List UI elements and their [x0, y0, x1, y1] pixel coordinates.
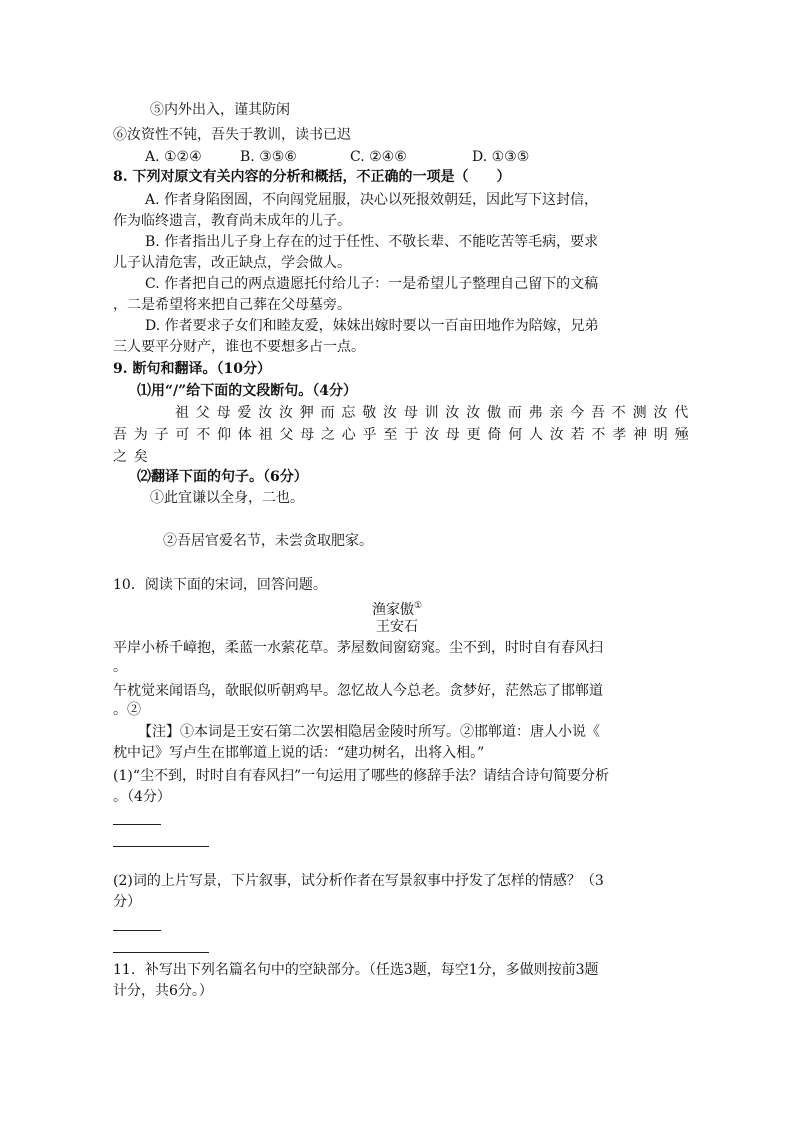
poem-line2-end: 。② [113, 702, 141, 718]
answer-line[interactable] [113, 846, 209, 847]
q10-stem: 10．阅读下面的宋词，回答问题。 [113, 577, 327, 593]
poem-author: 王安石 [376, 619, 418, 635]
q9-part1: ⑴用“/”给下面的文段断句。（4分） [137, 383, 357, 399]
q9-text-line2: 吾为子可不仰体祖父母之心乎至于汝母更倚何人汝若不孝神明殛 [113, 427, 696, 443]
q10-sub2-line2: 分） [113, 894, 141, 910]
q8-option-a-line2: 作为临终遗言，教育尚未成年的儿子。 [113, 213, 351, 229]
q8-option-b-line2: 儿子认清危害，改正缺点，学会做人。 [113, 255, 351, 271]
q8-option-d-line1: D. 作者要求子女们和睦友爱，妹妹出嫁时要以一百亩田地作为陪嫁，兄弟 [145, 318, 599, 334]
q7-options [145, 147, 529, 167]
q9-sentence1: ①此宜谦以全身，二也。 [150, 490, 304, 506]
poem-line2: 午枕觉来闻语鸟，欹眠似听朝鸡早。忽忆故人今总老。贪梦好，茫然忘了邯郸道 [113, 683, 603, 699]
poem-title-note: ① [413, 601, 423, 611]
q7-option-c: C. ②④⑥ [350, 149, 407, 165]
answer-line[interactable] [113, 824, 161, 825]
q7-item5: ⑤内外出入，谨其防闲 [150, 102, 290, 118]
q9-text-line3: 之矣 [113, 449, 155, 465]
q9-sentence2: ②吾居官爱名节，未尝贪取肥家。 [163, 533, 373, 549]
q10-sub2-line1: (2)词的上片写景，下片叙事，试分析作者在写景叙事中抒发了怎样的情感？（3 [113, 873, 604, 889]
poem-line1-end: 。 [113, 659, 127, 675]
q9-stem: 9. 断句和翻译。（10分） [113, 361, 271, 377]
poem-title: 渔家傲① [371, 601, 423, 618]
q9-text-line1: 祖父母爱汝汝狎而忘敬汝母训汝汝傲而弗亲今吾不测汝代 [175, 405, 695, 421]
q10-sub1-line2: 。（4分） [113, 789, 171, 805]
q8-stem: 8. 下列对原文有关内容的分析和概括，不正确的一项是（ ） [113, 169, 511, 185]
q7-option-d: D. ①③⑤ [472, 149, 530, 165]
q7-option-b: B. ③⑤⑥ [240, 149, 297, 165]
poem-line1: 平岸小桥千嶂抱，柔蓝一水萦花草。茅屋数间窗窈窕。尘不到，时时自有春风扫 [113, 640, 603, 656]
q10-note-line1: 【注】①本词是王安石第二次罢相隐居金陵时所写。②邯郸道：唐人小说《 [138, 724, 600, 740]
q10-sub1-line1: (1)“尘不到，时时自有春风扫”一句运用了哪些的修辞手法？请结合诗句简要分析 [113, 768, 610, 784]
q7-option-a: A. ①②④ [145, 149, 202, 165]
q8-option-b-line1: B. 作者指出儿子身上存在的过于任性、不敬长辈、不能吃苦等毛病，要求 [145, 234, 599, 250]
answer-line[interactable] [113, 930, 161, 931]
q7-item6: ⑥汝资性不钝，吾失于教训，读书已迟 [113, 127, 351, 143]
answer-line[interactable] [113, 952, 209, 953]
q10-note-line2: 枕中记》写卢生在邯郸道上说的话：“建功树名，出将入相。” [113, 745, 485, 761]
q11-line2: 计分，共6分。） [113, 983, 213, 999]
q8-option-c-line2: ，二是希望将来把自己葬在父母墓旁。 [113, 297, 351, 313]
q8-option-d-line2: 三人要平分财产，谁也不要想多占一点。 [113, 339, 365, 355]
q8-option-a-line1: A. 作者身陷囹圄，不向闯党屈服，决心以死报效朝廷，因此写下这封信， [145, 192, 599, 208]
q11-line1: 11．补写出下列名篇名句中的空缺部分。（任选3题，每空1分，多做则按前3题 [113, 962, 599, 978]
q9-part2: ⑵翻译下面的句子。（6分） [137, 469, 308, 485]
q8-option-c-line1: C. 作者把自己的两点遗愿托付给儿子：一是希望儿子整理自己留下的文稿 [145, 276, 599, 292]
